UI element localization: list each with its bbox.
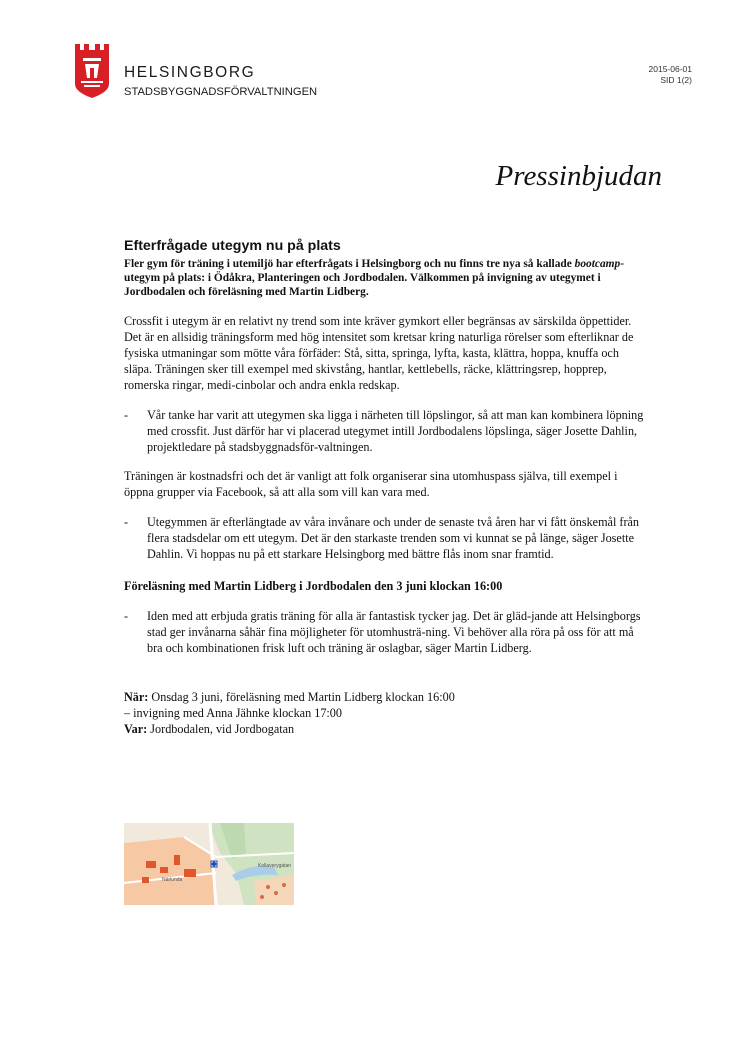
event-when	[124, 689, 644, 705]
lecture-subheading: Föreläsning med Martin Lidberg i Jordbodalen den 3 juni klockan 16:00	[124, 578, 503, 593]
document-type: Pressinbjudan	[495, 160, 662, 192]
headline: Efterfrågade utegym nu på plats	[124, 238, 341, 254]
quote-2	[124, 514, 644, 562]
lede-part-2: -utegym på plats: i Ödåkra, Planteringen och Jordbodalen. Välkommen på invigning av utegymet i Jordbodalen och föreläsning med Martin Lidberg.	[124, 258, 625, 299]
event-where	[124, 721, 644, 737]
quote-dash: -	[124, 407, 129, 422]
event-when-line-2: – invigning med Anna Jähnke klockan 17:00	[124, 705, 342, 720]
paragraph-1: Crossfit i utegym är en relativt ny trend som inte kräver gymkort eller begränsas av särskilda öppettider. Det är en allsidig träningsform med hög intensitet som kretsar kring naturliga rörelser som efterliknar de fysiska utmaningar som mötte våra förfäder: Stå, sitta, springa, lyfta, kasta, klättra, hoppa, knuffa och släpa. Träningen sker till exempel med skivstång, hantlar, kettlebells, räcke, klättringsrep, hopprep, romerska ringar, medi-cinbolar och andra enkla redskap.	[124, 313, 634, 392]
when-label: När:	[124, 689, 149, 704]
event-details	[124, 689, 644, 737]
paragraph-2: Träningen är kostnadsfri och det är vanligt att folk organiserar sina utomhuspass själva, till exempel i öppna grupper via Facebook, så att alla som vill kan vara med.	[124, 468, 618, 499]
document-date: 2015-06-01	[648, 64, 692, 74]
when-value: Onsdag 3 juni, föreläsning med Martin Lidberg klockan 16:00	[148, 689, 455, 704]
location-marker-icon	[211, 861, 217, 867]
lede	[124, 257, 644, 300]
helsingborg-crest-icon	[75, 44, 109, 98]
page-number: SID 1(2)	[660, 75, 692, 85]
department-name: STADSBYGGNADSFÖRVALTNINGEN	[124, 86, 318, 98]
map-area-label: Närlunda	[162, 877, 183, 883]
map-street-label: Kollaverygatan	[258, 863, 292, 869]
where-value: Jordbodalen, vid Jordbogatan	[147, 721, 295, 736]
article	[124, 238, 644, 737]
location-map	[124, 823, 294, 905]
quote-1	[124, 407, 644, 455]
where-label: Var:	[124, 721, 148, 736]
lede-emphasis: bootcamp	[574, 258, 621, 270]
document-meta	[649, 64, 692, 86]
org-name: HELSINGBORG	[124, 64, 256, 81]
quote-dash: -	[124, 514, 129, 529]
lede-part-1: Fler gym för träning i utemiljö har efterfrågats i Helsingborg och nu finns tre nya så kallade	[124, 258, 575, 270]
quote-3	[124, 608, 644, 656]
quote-dash: -	[124, 608, 129, 623]
quote-1-text: Vår tanke har varit att utegymen ska ligga i närheten till löpslingor, så att man kan kombinera löpning med crossfit. Just därför har vi placerad utegymet intill Jordbodalens löpslinga, säger Josette Dahlin, projektledare på stadsbyggnadsför-valtningen.	[147, 407, 644, 454]
quote-3-text: Iden med att erbjuda gratis träning för alla är fantastisk tycker jag. Det är gläd-jande att Helsingborgs stad ger invånarna såhär fina möjligheter för utomhusträ-ning. Vi behöver alla röra på oss för att må bra och kombinationen frisk luft och träning är oslagbar, säger Martin Lidberg.	[147, 608, 641, 655]
quote-2-text: Utegymmen är efterlängtade av våra invånare och under de senaste två åren har vi fått önskemål från flera stadsdelar om ett utegym. Det är den starkaste trenden som vi kunnat se på länge, säger Josette Dahlin. Vi hoppas nu på ett starkare Helsingborg med bättre flås inom snar framtid.	[147, 514, 640, 561]
